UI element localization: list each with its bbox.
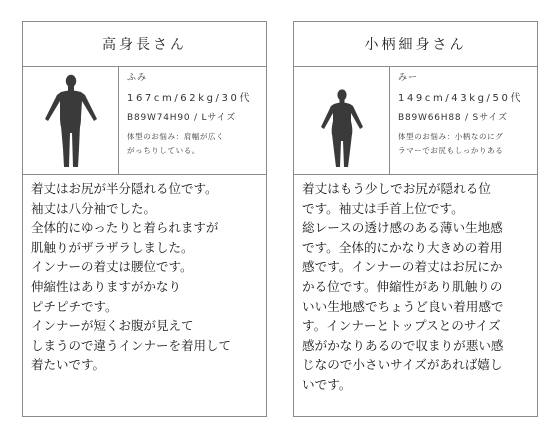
comment-line: 着丈はお尻が半分隠れる位です。 [31,181,218,196]
body-concern-line: ラマーでお尻もしっかりある [398,146,504,155]
reviewer-sizes: B89W66H88 / Sサイズ [398,113,508,123]
review-comment [23,175,266,375]
comment-line: 肌触りがザラザラしました。 [31,239,194,255]
reviewer-sizes: B89W74H90 / Lサイズ [127,113,237,123]
comment-line: 感です。インナーの着丈はお尻にか [302,259,503,275]
comment-line: 袖丈は八分袖でした。 [31,200,157,216]
comment-line: 着丈はもう少しでお尻が隠れる位 [302,181,491,196]
comment-line: 総レースの透け感のある薄い生地感 [302,220,503,236]
reviewer-name: みー [398,73,419,83]
comment-line: インナーの着丈は腰位です。 [31,259,193,275]
reviewer-stats: 167cm/62kg/30代 [127,93,253,104]
comment-line: 着たいです。 [31,357,106,373]
reviewer-stats: 149cm/43kg/50代 [398,93,524,104]
comment-line: インナーが短くお腹が見えて [31,318,194,334]
comment-line: かる位です。伸縮性があり肌触りの [302,278,503,294]
body-figure-cell [294,67,390,174]
body-concern-line: 体型のお悩み：肩幅が広く [127,132,225,141]
body-silhouette-icon [35,71,107,171]
review-comment [294,175,537,395]
review-card-tall [22,21,267,417]
profile-info [390,67,537,174]
comment-line: いい生地感でちょうど良い着用感で [302,298,504,314]
body-concern-line: 体型のお悩み：小柄なのにグ [398,132,504,141]
comment-line: 全体的にゆったりと着られますが [31,220,219,236]
comment-line: す。インナーとトップスとのサイズ [302,318,501,334]
comment-line: じなので小さいサイズがあれば嬉し [302,357,503,373]
comment-line: ピチピチです。 [31,298,118,314]
profile-section [23,67,266,175]
profile-section [294,67,537,175]
comment-line: 伸縮性はありますがかなり [31,278,182,294]
profile-info [119,67,266,174]
comment-line: いです。 [302,376,352,392]
body-concern [398,130,537,158]
card-title: 高身長さん [23,22,266,67]
comment-line: 感がかなりあるので収まりが悪い感 [302,337,504,353]
comment-line: です。袖丈は手首上位です。 [302,200,464,216]
body-concern-line: がっちりしている。 [127,146,200,155]
card-title: 小柄細身さん [294,22,537,67]
comment-line: しまうので違うインナーを着用して [31,337,232,353]
review-card-petite [293,21,538,417]
body-silhouette-icon [306,71,378,171]
reviewer-name: ふみ [127,73,148,83]
body-concern [127,130,266,158]
body-figure-cell [23,67,119,174]
comment-line: です。全体的にかなり大きめの着用 [302,239,503,255]
